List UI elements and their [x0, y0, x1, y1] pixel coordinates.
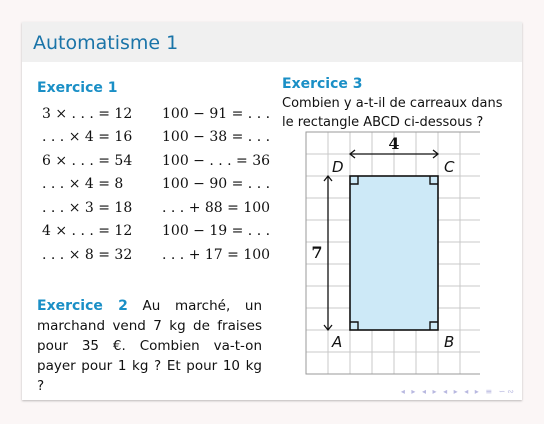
- subtraction-item: 100 − 19 = . . .: [162, 223, 271, 240]
- subtraction-item: 100 − . . . = 36: [162, 152, 271, 169]
- vertex-c-label: C: [444, 158, 455, 176]
- exercise1-row: [40, 196, 272, 220]
- exercise2-text: Au marché, un marchand vend 7 kg de fraises pour 35 €. Combien va-t-on payer pour 1 kg ? Et pour 10 kg ?: [37, 298, 262, 394]
- title-bar: [22, 22, 522, 62]
- vertex-b-label: B: [444, 333, 455, 351]
- grid-figure: [304, 130, 480, 378]
- exercise1-row: [40, 126, 272, 150]
- rectangle-abcd: [350, 176, 438, 330]
- exercise2: [37, 296, 262, 396]
- subtraction-item: . . . + 17 = 100: [162, 246, 271, 263]
- exercise3-text: Combien y a-t-il de carreaux dans le rectangle ABCD ci-dessous ?: [282, 96, 503, 130]
- multiplication-item: . . . × 8 = 32: [42, 246, 133, 263]
- beamer-navigation[interactable]: ◂ ▸ ◂ ▸ ◂ ▸ ◂ ▸ ≡ ∽∾: [400, 387, 516, 396]
- height-label: 7: [311, 243, 323, 262]
- exercise1-title: Exercice 1: [37, 80, 118, 96]
- exercise3-title: Exercice 3: [282, 76, 363, 92]
- subtraction-item: . . . + 88 = 100: [162, 199, 271, 216]
- multiplication-item: . . . × 4 = 16: [42, 129, 133, 146]
- multiplication-item: 6 × . . . = 54: [42, 152, 133, 169]
- exercise1-row: [40, 173, 272, 197]
- height-arrow: [324, 176, 332, 330]
- exercise1-row: [40, 220, 272, 244]
- multiplication-item: . . . × 3 = 18: [42, 199, 133, 216]
- multiplication-item: . . . × 4 = 8: [42, 176, 124, 193]
- exercise1-table: [40, 102, 272, 267]
- width-label: 4: [388, 134, 400, 153]
- vertex-d-label: D: [332, 158, 344, 176]
- multiplication-item: 4 × . . . = 12: [42, 223, 133, 240]
- subtraction-item: 100 − 38 = . . .: [162, 129, 271, 146]
- exercise1-row: [40, 243, 272, 267]
- subtraction-item: 100 − 91 = . . .: [162, 105, 271, 122]
- multiplication-item: 3 × . . . = 12: [42, 105, 133, 122]
- slide-title: Automatisme 1: [33, 32, 179, 54]
- exercise2-title: Exercice 2: [37, 298, 128, 314]
- exercise1-row: [40, 149, 272, 173]
- vertex-a-label: A: [332, 333, 343, 351]
- slide: [22, 22, 522, 400]
- exercise1-row: [40, 102, 272, 126]
- subtraction-item: 100 − 90 = . . .: [162, 176, 271, 193]
